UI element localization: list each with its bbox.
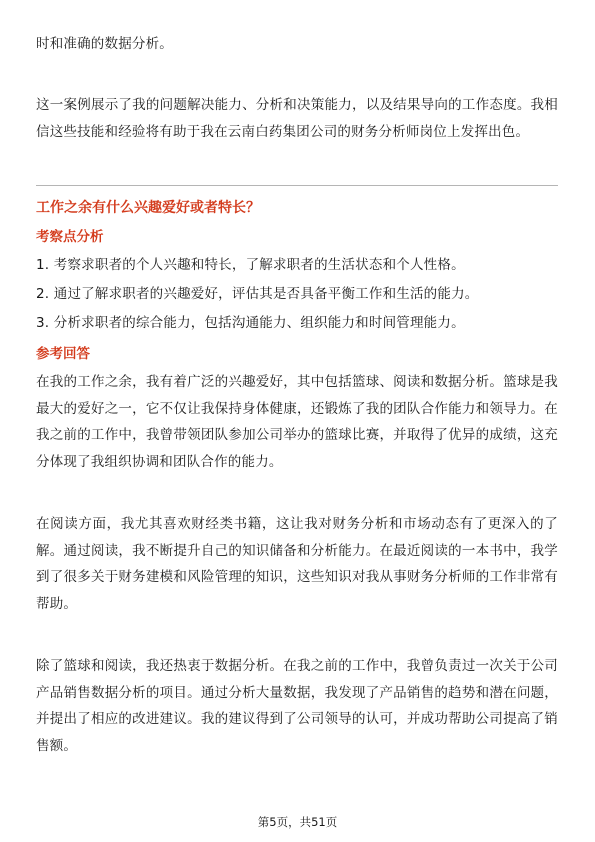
previous-answer-summary: 这一案例展示了我的问题解决能力、分析和决策能力，以及结果导向的工作态度。我相信这些技能和经验将有助于我在云南白药集团公司的财务分析师岗位上发挥出色。 [36,97,558,140]
answer-heading: 参考回答 [36,346,90,362]
page-number: 第5页，共51页 [257,815,338,829]
list-item: 2. 通过了解求职者的兴趣爱好，评估其是否具备平衡工作和生活的能力。 [36,286,479,302]
section-divider [36,185,558,186]
question-heading: 工作之余有什么兴趣爱好或者特长？ [36,200,260,216]
answer-paragraph: 在我的工作之余，我有着广泛的兴趣爱好，其中包括篮球、阅读和数据分析。篮球是我最大的爱好之一，它不仅让我保持身体健康，还锻炼了我的团队合作能力和领导力。在我之前的工作中，我曾带领团队参加公司举办的篮球比赛，并取得了优异的成绩，这充分体现了我组织协调和团队合作的能力。 [36,374,558,470]
analysis-list [36,251,558,338]
list-item: 1. 考察求职者的个人兴趣和特长，了解求职者的生活状态和个人性格。 [36,257,465,273]
list-item: 3. 分析求职者的综合能力，包括沟通能力、组织能力和时间管理能力。 [36,315,465,331]
previous-answer-tail: 时和准确的数据分析。 [36,36,173,52]
answer-paragraph: 在阅读方面，我尤其喜欢财经类书籍，这让我对财务分析和市场动态有了更深入的了解。通过阅读，我不断提升自己的知识储备和分析能力。在最近阅读的一本书中，我学到了很多关于财务建模和风险管理的知识，这些知识对我从事财务分析师的工作非常有帮助。 [36,516,558,612]
answer-paragraph: 除了篮球和阅读，我还热衷于数据分析。在我之前的工作中，我曾负责过一次关于公司产品销售数据分析的项目。通过分析大量数据，我发现了产品销售的趋势和潜在问题，并提出了相应的改进建议。我的建议得到了公司领导的认可，并成功帮助公司提高了销售额。 [36,658,558,754]
analysis-heading: 考察点分析 [36,229,104,245]
